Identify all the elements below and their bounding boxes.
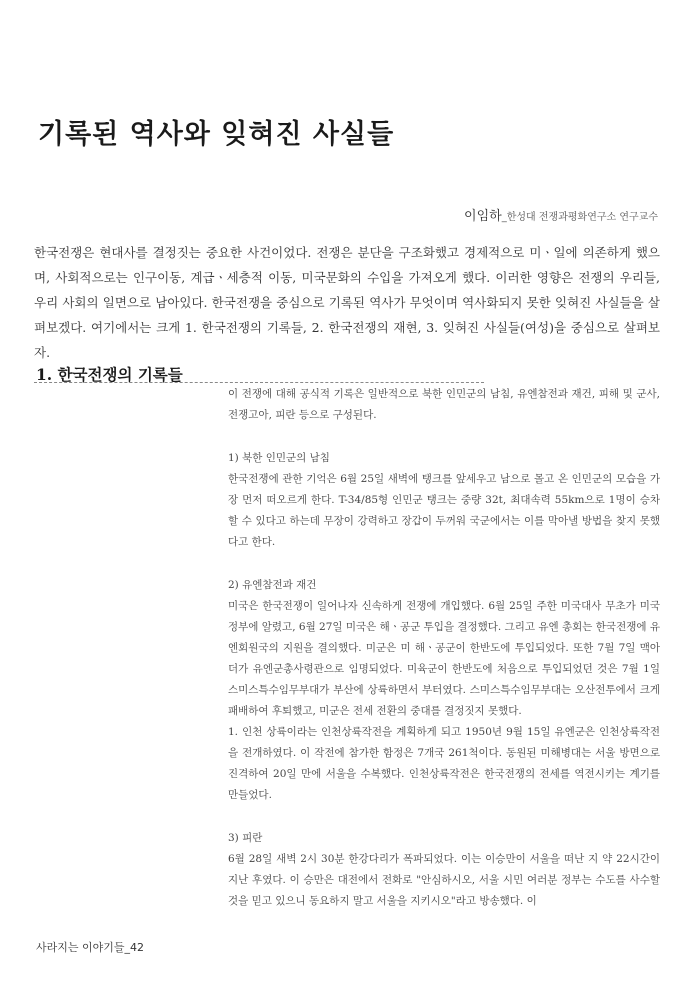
section-heading: 1. 한국전쟁의 기록들	[36, 365, 183, 384]
subsection-title-1: 1) 북한 인민군의 남침	[228, 452, 330, 464]
intro-text: 한국전쟁은 현대사를 결정짓는 중요한 사건이었다. 전쟁은 분단을 구조화했고 경제적으로 미ㆍ일에 의존하게 했으며, 사회적으로는 인구이동, 계급ㆍ세층적 이동, 미국문화의 수입을 가져오게 했다. 이러한 영향은 전쟁의 우리들, 우리 사회의 일면으로 남아있다. 한국전쟁을 중심으로 기록된 역사가 무엇이며 역사화되지 못한 잊혀진 사실들을 살펴보겠다. 여기에서는 크게 1. 한국전쟁의 기록들, 2. 한국전쟁의 재현, 3. 잊혀진 사실들(여성)을 중심으로 살펴보자.	[34, 245, 660, 360]
page-title: 기록된 역사와 잊혀진 사실들	[38, 119, 395, 150]
subsection-body-1: 한국전쟁에 관한 기억은 6월 25일 새벽에 탱크를 앞세우고 남으로 몰고 온 인민군의 모습을 가장 먼저 떠오르게 한다. T-34/85형 인민군 탱크는 중량 32t, 최대속력 55km으로 1명이 승차할 수 있다고 하는데 무장이 강력하고 장갑이 두꺼워 국군에서는 이를 막아낼 방법을 찾지 못했다고 한다.	[228, 473, 660, 548]
section-body	[228, 384, 660, 912]
subsection-title-2: 2) 유엔참전과 재건	[228, 579, 317, 591]
author-name: 이임하	[464, 209, 502, 224]
section-divider	[34, 382, 484, 383]
subsection-title-3: 3) 피란	[228, 832, 263, 844]
subsection-body-2: 미국은 한국전쟁이 일어나자 신속하게 전쟁에 개입했다. 6월 25일 주한 미국대사 무초가 미국정부에 알렸고, 6월 27일 미국은 해ㆍ공군 투입을 결정했다. 그리고 유엔 총회는 한국전쟁에 유엔회원국의 지원을 결의했다. 미군은 미 해ㆍ공군이 한반도에 투입되었다. 또한 7월 7일 맥아더가 유엔군총사령관으로 임명되었다. 미육군이 한반도에 처음으로 투입되었던 것은 7월 1일 스미스특수임무부대가 부산에 상륙하면서 부터였다. 스미스특수임무부대는 오산전투에서 크게 패배하여 후퇴했고, 미군은 전세 전환의 중대를 결정짓지 못했다.	[228, 600, 660, 717]
page-footer: 사라지는 이야기들_42	[36, 941, 145, 954]
subsection-body-3: 6월 28일 새벽 2시 30분 한강다리가 폭파되었다. 이는 이승만이 서울을 떠난 지 약 22시간이 지난 후였다. 이 승만은 대전에서 전화로 "안심하시오, 서울 시민 여러분 정부는 수도를 사수할 것을 믿고 있으니 동요하지 말고 서울을 지키시오"라고 방송했다. 이	[228, 853, 660, 907]
author-byline	[464, 205, 658, 224]
subsection-body-2b: 1. 인천 상륙이라는 인천상륙작전을 계획하게 되고 1950년 9월 15일 유엔군은 인천상륙작전을 전개하였다. 이 작전에 참가한 함정은 7개국 261척이다. 동원된 미해병대는 서울 방면으로 진격하여 20일 만에 서울을 수복했다. 인천상륙작전은 한국전쟁의 전세를 역전시키는 계기를 만들었다.	[228, 726, 660, 801]
section-lead: 이 전쟁에 대해 공식적 기록은 일반적으로 북한 인민군의 남침, 유엔참전과 재건, 피해 및 군사, 전쟁고아, 피란 등으로 구성된다.	[228, 388, 660, 421]
intro-paragraph	[34, 240, 660, 365]
author-affiliation: _한성대 전쟁과평화연구소 연구교수	[501, 212, 658, 223]
